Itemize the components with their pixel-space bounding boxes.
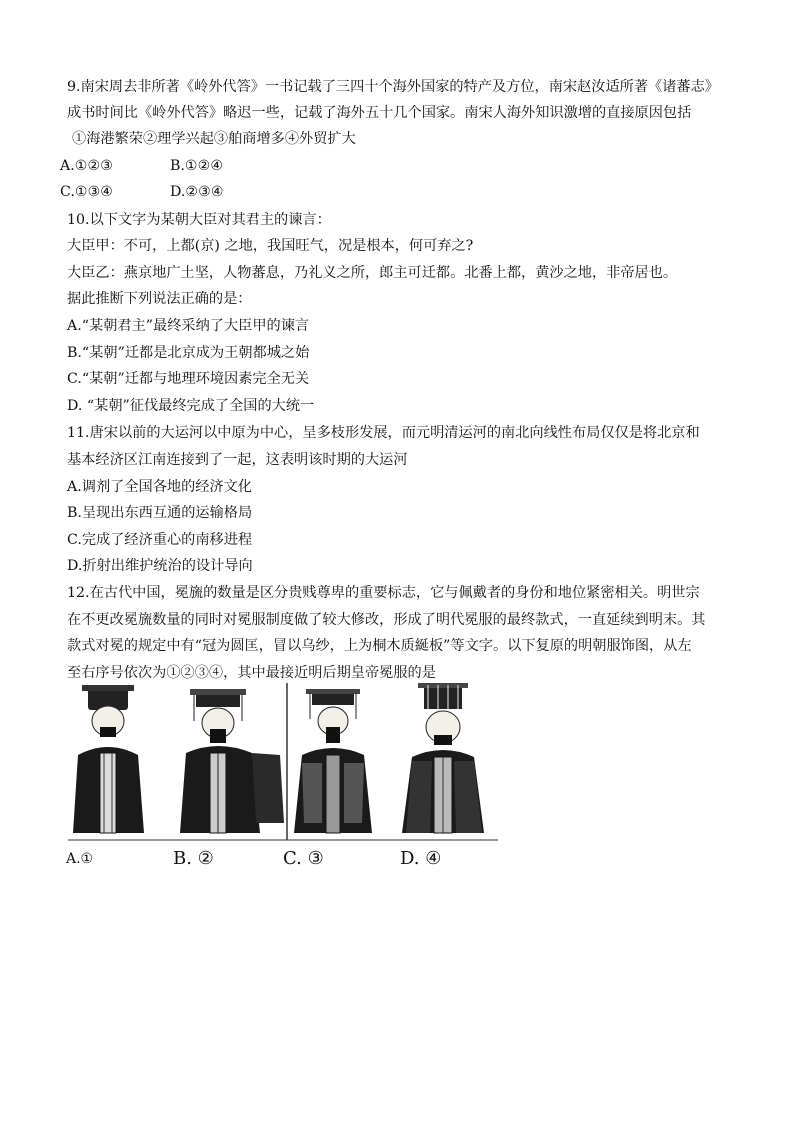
q11-line-1: 11.唐宋以前的大运河以中原为中心，呈多枝形发展，而元明清运河的南北向线性布局仅仅是将北京和 (67, 425, 700, 441)
q12-line-2: 在不更改冕旒数量的同时对冕服制度做了较大修改，形成了明代冕服的最终款式，一直延续到明末。其 (67, 612, 706, 628)
q10-line-3: 大臣乙：燕京地广土坚，人物蕃息，乃礼义之所，郎主可迁都。北番上都，黄沙之地，非帝居也。 (67, 265, 678, 281)
q12-option-c[interactable]: C. ③ (283, 848, 324, 869)
q10-line-4: 据此推断下列说法正确的是： (67, 291, 252, 307)
q11-option-a[interactable]: A.调剂了全国各地的经济文化 (67, 479, 253, 495)
costume-figure-4 (402, 683, 484, 833)
q11-option-d[interactable]: D.折射出维护统治的设计导向 (67, 558, 253, 574)
costume-illustrations (68, 683, 498, 841)
q12-line-4: 至右序号依次为①②③④，其中最接近明后期皇帝冕服的是 (67, 665, 436, 681)
q10-option-a[interactable]: A.“某朝君主”最终采纳了大臣甲的谏言 (67, 318, 310, 334)
q9-option-d[interactable]: D.②③④ (170, 184, 224, 200)
q9-line-2: 成书时间比《岭外代答》略迟一些，记载了海外五十几个国家。南宋人海外知识激增的直接原因包括 (67, 105, 692, 121)
q9-option-b[interactable]: B.①②④ (170, 158, 224, 174)
q12-option-b[interactable]: B. ② (173, 848, 214, 869)
q9-option-c[interactable]: C.①③④ (60, 184, 114, 200)
q11-option-c[interactable]: C.完成了经济重心的南移进程 (67, 532, 253, 548)
q10-line-2: 大臣甲：不可，上都(京) 之地，我国旺气，况是根本，何可弃之? (67, 238, 474, 254)
q12-line-1: 12.在古代中国，冕旒的数量是区分贵贱尊卑的重要标志，它与佩戴者的身份和地位紧密相关。明世宗 (67, 585, 700, 601)
q11-option-b[interactable]: B.呈现出东西互通的运输格局 (67, 505, 253, 521)
q9-line-3: ①海港繁荣②理学兴起③舶商增多④外贸扩大 (72, 131, 356, 147)
q10-option-b[interactable]: B.“某朝”迁都是北京成为王朝都城之始 (67, 345, 310, 361)
q9-line-1: 9.南宋周去非所著《岭外代答》一书记载了三四十个海外国家的特产及方位，南宋赵汝适所著《诸蕃志》 (67, 79, 719, 95)
q11-line-2: 基本经济区江南连接到了一起，这表明该时期的大运河 (67, 452, 408, 468)
costume-figure-2 (180, 689, 284, 833)
q10-line-1: 10.以下文字为某朝大臣对其君主的谏言： (67, 212, 331, 228)
q9-option-a[interactable]: A.①②③ (60, 158, 113, 174)
costume-figure-1 (73, 685, 144, 833)
costume-figure-strip (68, 683, 498, 841)
q10-option-d[interactable]: D. “某朝”征伐最终完成了全国的大统一 (67, 398, 315, 414)
q12-line-3: 款式对冕的规定中有“冠为圆匡，冒以乌纱，上为桐木质綖板”等文字。以下复原的明朝服饰图，从左 (67, 638, 692, 654)
costume-figure-3 (294, 689, 372, 833)
q10-option-c[interactable]: C.“某朝”迁都与地理环境因素完全无关 (67, 371, 310, 387)
q12-option-a[interactable]: A.① (66, 851, 94, 867)
q12-option-d[interactable]: D. ④ (400, 848, 442, 869)
